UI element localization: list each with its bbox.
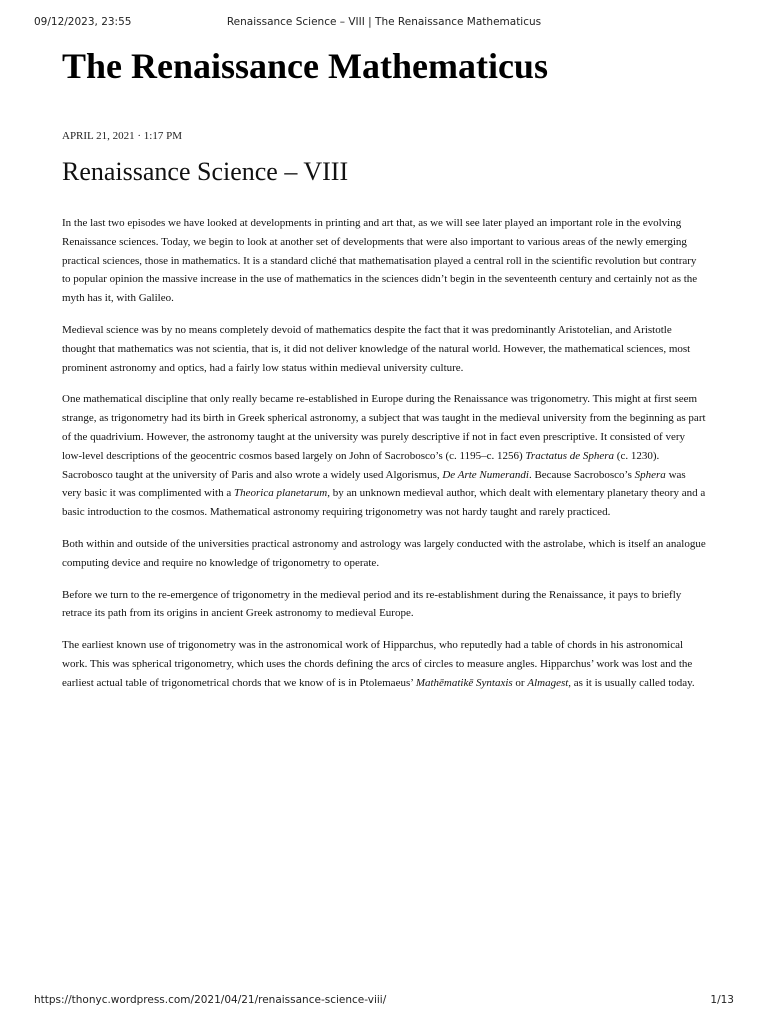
body-paragraph bbox=[62, 390, 706, 522]
paragraph-text: One mathematical discipline that only really became re-established in Europe during the Renaissance was trigonometry. This might at first seem strange, as trigonometry had its birth in Greek spherical astronomy, a subject that was taught in the medieval university from the beginning as part of the quadrivium. However, the astronomy taught at the university was purely descriptive if not in fact even prescriptive. It consisted of very low-level descriptions of the geocentric cosmos based largely on John of Sacrobosco’s (c. 1195–c. 1256) bbox=[62, 393, 706, 462]
italic-title: Tractatus de Sphera bbox=[525, 449, 615, 462]
print-header bbox=[34, 16, 734, 30]
italic-title: Mathēmatikē Syntaxis bbox=[415, 676, 513, 689]
paragraph-text: Medieval science was by no means completely devoid of mathematics despite the fact that it was predominantly Aristotelian, and Aristotle thought that mathematics was not scientia, that is, it did not deliver knowledge of the natural world. However, the mathematical sciences, most prominent astronomy and optics, had a fairly low status within medieval university culture. bbox=[62, 323, 691, 374]
italic-title: Theorica planetarum bbox=[233, 487, 328, 500]
body-paragraph bbox=[62, 321, 706, 377]
post-date[interactable]: APRIL 21, 2021 · 1:17 PM bbox=[62, 130, 182, 142]
paragraph-text: or bbox=[512, 676, 528, 689]
body-paragraph bbox=[62, 214, 706, 308]
italic-title: Sphera bbox=[634, 468, 666, 481]
paragraph-text: The earliest known use of trigonometry was in the astronomical work of Hipparchus, who reputedly had a table of chords in his astronomical work. This was spherical trigonometry, which uses the chords defining the arcs of circles to measure angles. Hipparchus’ work was lost and the earliest actual table of trigonometrical chords that we know of is in Ptolemaeus’ bbox=[62, 639, 693, 689]
paragraph-text: , as it is usually called today. bbox=[568, 676, 695, 689]
paragraph-text: In the last two episodes we have looked at developments in printing and art that, as we will see later played an important role in the evolving Renaissance sciences. Today, we begin to look at another set of developments that were also important to various areas of the newly emerging practical sciences, those in mathematics. It is a standard cliché that mathematisation played a central roll in the scientific revolution but contrary to popular opinion the massive increase in the use of mathematics in the sciences didn’t begin in the seventeenth century and certainly not as the myth has it, with Galileo. bbox=[62, 217, 698, 305]
italic-title: Almagest bbox=[527, 676, 569, 689]
body-paragraph bbox=[62, 586, 706, 624]
paragraph-text: Both within and outside of the universities practical astronomy and astrology was largely conducted with the astrolabe, which is itself an analogue computing device and require no knowledge of trigonometry to operate. bbox=[62, 537, 706, 569]
print-document-title: Renaissance Science – VIII | The Renaissance Mathematicus bbox=[226, 16, 542, 28]
print-url: https://thonyc.wordpress.com/2021/04/21/renaissance-science-viii/ bbox=[34, 994, 387, 1006]
paragraph-text: . Because Sacrobosco’s bbox=[528, 468, 635, 481]
body-paragraph bbox=[62, 535, 706, 573]
post-body bbox=[62, 214, 706, 706]
body-paragraph bbox=[62, 636, 706, 692]
post-title: Renaissance Science – VIII bbox=[62, 157, 349, 186]
paragraph-text: , by an unknown medieval author, which dealt with elementary planetary theory and a basic introduction to the cosmos. Mathematical astronomy requiring trigonometry was not hardy taught and rarely practiced. bbox=[62, 487, 706, 519]
page-number: 1/13 bbox=[710, 994, 734, 1006]
italic-title: De Arte Numerandi bbox=[442, 468, 529, 481]
print-footer bbox=[34, 994, 734, 1008]
paragraph-text: (c. 1230). Sacrobosco taught at the university of Paris and also wrote a widely used Algorismus, bbox=[62, 449, 660, 481]
site-title[interactable]: The Renaissance Mathematicus bbox=[62, 46, 548, 86]
print-date: 09/12/2023, 23:55 bbox=[34, 16, 132, 28]
paragraph-text: Before we turn to the re-emergence of trigonometry in the medieval period and its re-establishment during the Renaissance, it pays to briefly retrace its path from its origins in ancient Greek astronomy to medieval Europe. bbox=[62, 588, 682, 620]
paragraph-text: was very basic it was complimented with a bbox=[62, 468, 686, 500]
